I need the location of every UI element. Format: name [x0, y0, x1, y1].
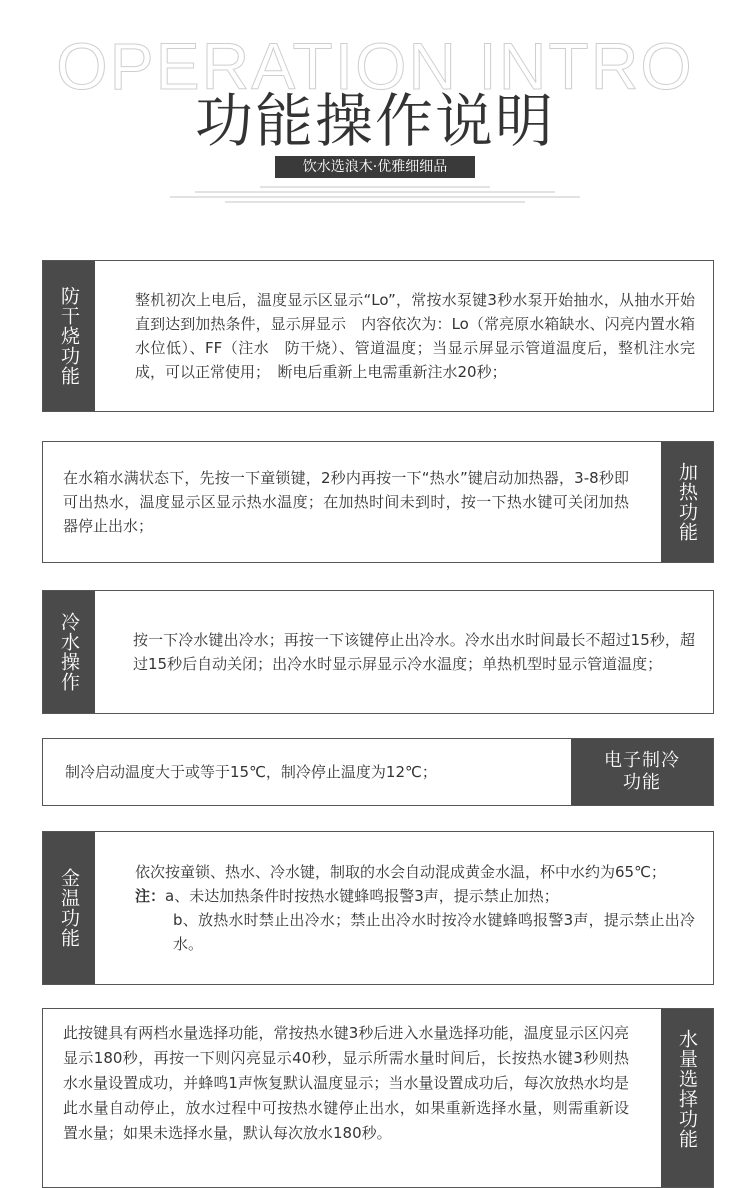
section-water-volume	[42, 1008, 714, 1188]
section-cold-water	[42, 590, 714, 714]
subtitle-badge: 饮水选浪木·优雅细细品	[275, 156, 475, 178]
section-tab-electronic-cooling: 电子制冷 功能	[571, 739, 713, 805]
section-text-electronic-cooling: 制冷启动温度大于或等于15℃，制冷停止温度为12℃；	[65, 763, 437, 781]
english-title: OPERATION INTRO	[56, 29, 694, 103]
section-text-cold-water: 按一下冷水键出冷水；再按一下该键停止出冷水。冷水出水时间最长不超过15秒，超过15秒后自动关闭；出冷水时显示屏显示冷水温度；单热机型时显示管道温度；	[133, 631, 695, 673]
section-tab-anti-dry-burn: 防干烧功能	[43, 261, 95, 411]
note-label: 注：	[135, 887, 166, 905]
section-electronic-cooling	[42, 738, 714, 806]
section-heating	[42, 441, 714, 563]
section-anti-dry-burn	[42, 260, 714, 412]
page-title: 功能操作说明	[194, 87, 555, 155]
section-tab-cold-water: 冷水操作	[43, 591, 95, 713]
decorative-fine-print	[170, 186, 580, 206]
section-text-anti-dry-burn: 整机初次上电后，温度显示区显示“Lo”，常按水泵键3秒水泵开始抽水，从抽水开始直到达到加热条件，显示屏显示 内容依次为：Lo（常亮原水箱缺水、闪亮内置水箱水位低）、FF（注水 防干烧）、管道温度；当显示屏显示管道温度后，整机注水完成，可以正常使用； 断电后重新上电需重新注水20秒；	[135, 291, 695, 381]
section-golden-temp	[42, 831, 714, 985]
section-text-golden-temp: 依次按童锁、热水、冷水键，制取的水会自动混成黄金水温，杯中水约为65℃； 注：a、未达加热条件时按热水键蜂鸣报警3声，提示禁止加热； b、放热水时禁止出冷水；禁止出冷水时按冷水键蜂鸣报警3声，提示禁止出冷水。	[135, 863, 695, 953]
section-tab-heating: 加热功能	[661, 442, 713, 562]
section-tab-golden-temp: 金温功能	[43, 832, 95, 984]
section-text-water-volume: 此按键具有两档水量选择功能，常按热水键3秒后进入水量选择功能，温度显示区闪亮显示180秒，再按一下则闪亮显示40秒，显示所需水量时间后，长按热水键3秒则热水水量设置成功，并蜂鸣1声恢复默认温度显示；当水量设置成功后，每次放热水均是此水量自动停止，放水过程中可按热水键停止出水，如果重新选择水量，则需重新设置水量；如果未选择水量，默认每次放水180秒。	[63, 1024, 629, 1142]
section-text-heating: 在水箱水满状态下，先按一下童锁键，2秒内再按一下“热水”键启动加热器，3-8秒即可出热水，温度显示区显示热水温度；在加热时间未到时，按一下热水键可关闭加热器停止出水；	[63, 469, 629, 535]
section-tab-water-volume: 水量选择功能	[661, 1009, 713, 1187]
